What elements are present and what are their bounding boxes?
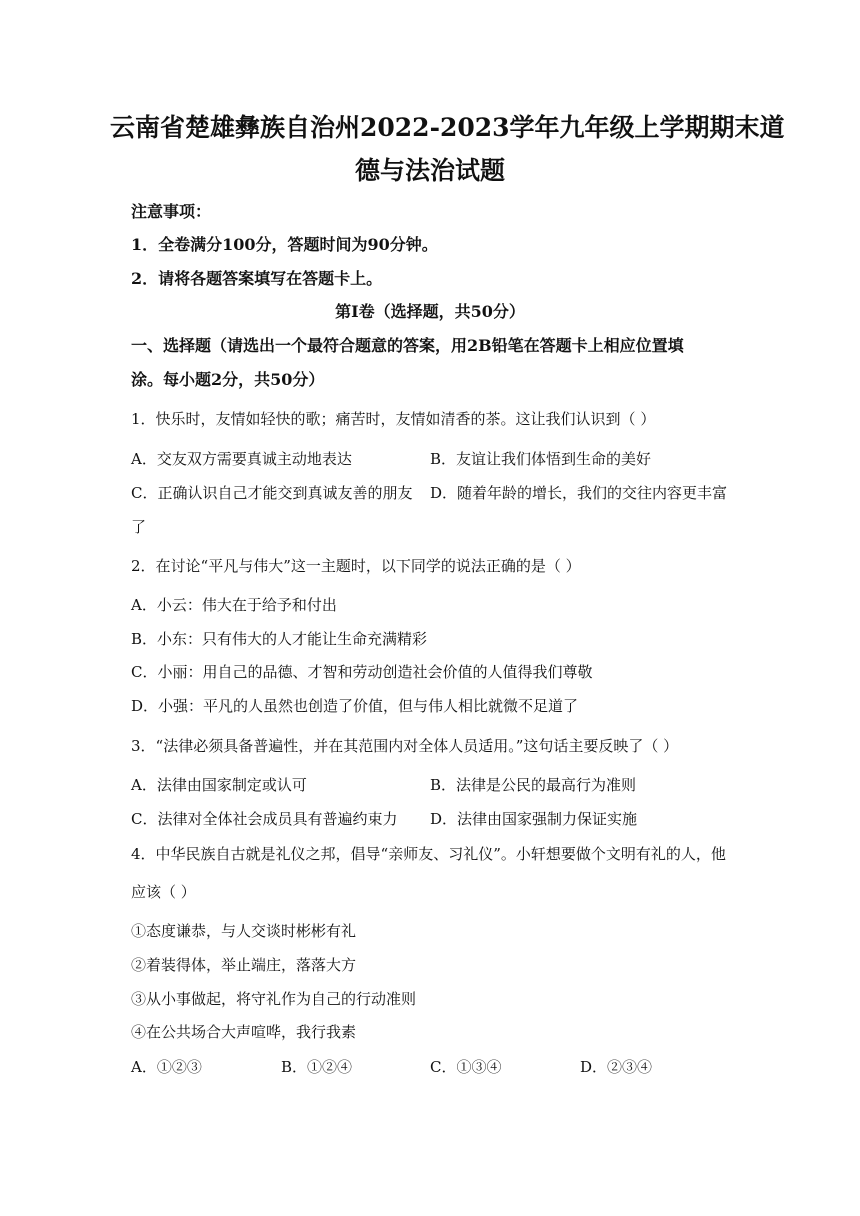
q3-option-b: B．法律是公民的最高行为准则: [430, 776, 637, 794]
section-instruction-line2: 涂。每小题2分，共50分）: [131, 370, 325, 389]
q2-option-a: A．小云：伟大在于给予和付出: [131, 596, 337, 614]
q4-stem-line1: 4．中华民族自古就是礼仪之邦，倡导“亲师友、习礼仪”。小轩想要做个文明有礼的人，他: [131, 845, 726, 863]
q2-option-d: D．小强：平凡的人虽然也创造了价值，但与伟人相比就微不足道了: [131, 697, 579, 715]
q1-option-a: A．交友双方需要真诚主动地表达: [131, 450, 352, 468]
q4-option-c: C．①③④: [430, 1058, 502, 1076]
notice-item-1: 1．全卷满分100分，答题时间为90分钟。: [131, 235, 438, 254]
section-title: 第Ⅰ卷（选择题，共50分）: [335, 302, 525, 321]
q1-stem: 1．快乐时，友情如轻快的歌；痛苦时，友情如清香的茶。这让我们认识到（ ）: [131, 410, 656, 428]
notice-item-2: 2．请将各题答案填写在答题卡上。: [131, 269, 383, 288]
q4-statement-3: ③从小事做起，将守礼作为自己的行动准则: [131, 990, 417, 1008]
q4-option-a: A．①②③: [131, 1058, 202, 1076]
q1-option-d-continued: 了: [131, 518, 147, 536]
q4-option-b: B．①②④: [281, 1058, 353, 1076]
q4-option-d: D．②③④: [580, 1058, 653, 1076]
q4-statement-4: ④在公共场合大声喧哗，我行我素: [131, 1023, 357, 1041]
exam-title-line2: 德与法治试题: [354, 156, 505, 185]
notice-heading: 注意事项：: [131, 202, 212, 221]
q3-option-d: D．法律由国家强制力保证实施: [430, 810, 638, 828]
q2-option-c: C．小丽：用自己的品德、才智和劳动创造社会价值的人值得我们尊敬: [131, 663, 593, 681]
q1-option-c: C．正确认识自己才能交到真诚友善的朋友: [131, 484, 413, 502]
q4-statement-2: ②着装得体，举止端庄，落落大方: [131, 956, 357, 974]
q4-statement-1: ①态度谦恭，与人交谈时彬彬有礼: [131, 922, 357, 940]
q2-stem: 2．在讨论“平凡与伟大”这一主题时，以下同学的说法正确的是（ ）: [131, 557, 581, 575]
q2-option-b: B．小东：只有伟大的人才能让生命充满精彩: [131, 630, 428, 648]
q1-option-b: B．友谊让我们体悟到生命的美好: [430, 450, 652, 468]
q4-stem-line2: 应该（ ）: [131, 883, 196, 901]
q3-option-a: A．法律由国家制定或认可: [131, 776, 307, 794]
q3-stem: 3．“法律必须具备普遍性，并在其范围内对全体人员适用。”这句话主要反映了（ ）: [131, 737, 679, 755]
exam-title-line1: 云南省楚雄彝族自治州2022-2023学年九年级上学期期末道: [110, 113, 785, 142]
q3-option-c: C．法律对全体社会成员具有普遍约束力: [131, 810, 398, 828]
q1-option-d: D．随着年龄的增长，我们的交往内容更丰富: [430, 484, 728, 502]
section-instruction-line1: 一、选择题（请选出一个最符合题意的答案，用2B铅笔在答题卡上相应位置填: [131, 336, 684, 355]
